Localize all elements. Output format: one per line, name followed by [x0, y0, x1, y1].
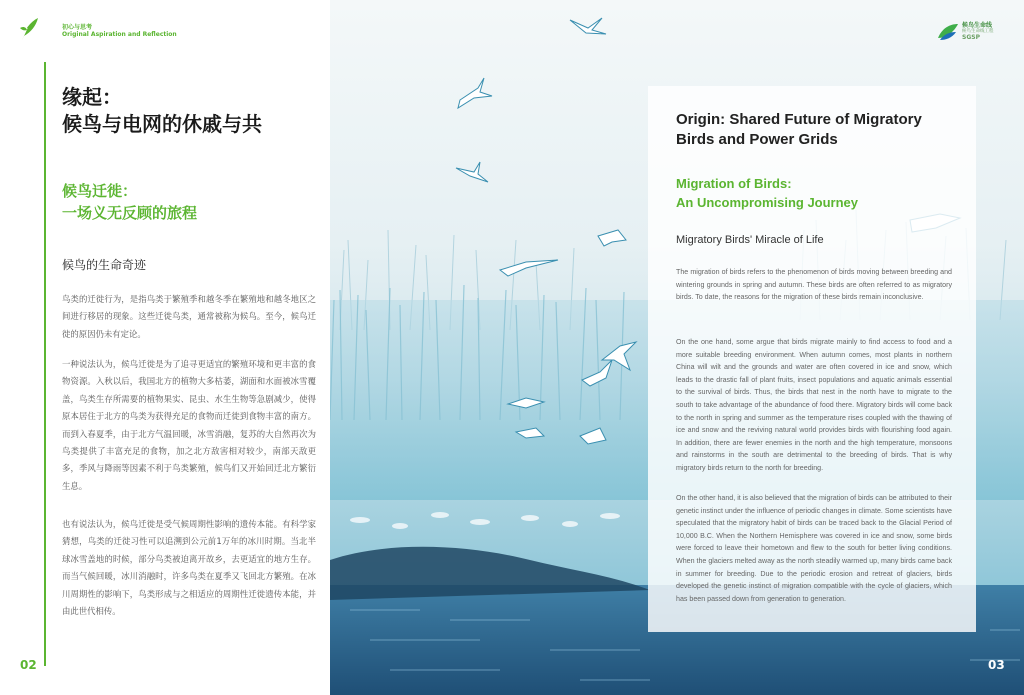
section-heading-en: Migratory Birds' Miracle of Life	[676, 234, 824, 246]
paragraph-en-3: On the other hand, it is also believed that the migration of birds can be attributed to their genetic instinct under the influence of periodic changes in climate. Some scientists have speculated that the migratory habit of birds can be traced back to the Glacial Period of 10,000 B.C. When the Northern Hemisphere was covered in ice and snow, some birds were forced to leave their hometown and flew to the south for better living conditions. When the glaciers melted away as the north steadily warmed up, many birds came back in summer for breeding. Due to the periodic erosion and retreat of glaciers, birds developed the genetic instinct of migration compatible with the cycle of glaciers, which has been passed down from generation to generation.	[676, 494, 952, 603]
green-divider-bar	[44, 62, 46, 666]
title-line-1: 缘起：	[62, 85, 122, 109]
paragraph-cn-1: 鸟类的迁徙行为，是指鸟类于繁殖季和越冬季在繁殖地和越冬地区之间进行移居的现象。这些迁徙鸟类，通常被称为候鸟。至今，候鸟迁徙的原因仍未有定论。	[62, 294, 316, 339]
left-page	[0, 0, 330, 695]
subtitle-line-2: 一场义无反顾的旅程	[62, 204, 198, 222]
page-title-en: Origin: Shared Future of Migratory Birds and Power Grids	[676, 111, 922, 148]
leaf-logo-icon	[936, 18, 960, 42]
subtitle-line-1: 候鸟迁徙：	[62, 182, 138, 200]
subtitle-en-line-2: An Uncompromising Journey	[676, 195, 859, 210]
subtitle-en	[676, 174, 954, 212]
logo-subtitle: 候鸟生命线工程	[962, 29, 994, 34]
logo-name: 候鸟生命线	[962, 22, 993, 29]
paragraph-en-1: The migration of birds refers to the phenomenon of birds moving between breeding and wintering grounds in spring and autumn. These birds are often referred to as migratory birds. To date, the reasons for the migration of these birds remain inconclusive.	[676, 268, 952, 302]
page-title-cn	[62, 84, 322, 138]
leaf-logo-icon	[18, 16, 40, 42]
paragraph-cn-2: 一种说法认为，候鸟迁徙是为了追寻更适宜的繁殖环境和更丰富的食物资源。入秋以后，我国北方的植物大多枯萎，湖面和水面被冰雪覆盖，鸟类生存所需要的植物果实、昆虫、水生生物等急剧减少，使得原本居住于北方的鸟类为获得充足的食物而迁徙到食物丰富的南方。而到入春夏季，由于北方气温回暖，冰雪消融，复苏的大自然再次为鸟类提供了丰富充足的食物，加之北方敌害相对较少，南部天敌更多，季风与降雨等因素不利于鸟类繁殖，候鸟们又开始回迁北方繁衍生息。	[62, 359, 316, 491]
subtitle-en-line-1: Migration of Birds:	[676, 176, 792, 191]
page-number-right: 03	[988, 658, 1005, 672]
paragraph-cn-3: 也有说法认为，候鸟迁徙是受气候周期性影响的遗传本能。有科学家猜想，鸟类的迁徙习性可以追溯到公元前1万年的冰川时期。当北半球冰雪盖地的时候，部分鸟类被迫离开故乡，去更适宜的地方生存。而当气候回暖，冰川消融时，许多鸟类在夏季又飞回北方繁殖。在冰川周期性的影响下，鸟类形成与之相适应的周期性迁徙遗传本能，并由此世代相传。	[62, 519, 316, 617]
paragraph-en-2: On the one hand, some argue that birds migrate mainly to find access to food and a more suitable breeding environment. When autumn comes, most plants in northern China will wilt and the grounds and water are often covered in ice and snow, which leads to the drastic fall of plant fruits, insect populations and aquatic animals essential to the survival of birds. Thus, the birds that nest in the north have to migrate to the south to take advantage of the abundance of food there. Migratory birds will come back to the north in spring and summer as the temperature rises coupled with the thawing of ice and snow and the reviving natural world provides birds with flourishing food again. In addition, there are fewer enemies in the north and the high temperature, monsoons and rainstorms in the south are detrimental to the breeding of birds. That is why migratory birds return to the north for breeding.	[676, 338, 952, 472]
subtitle-cn	[62, 180, 322, 224]
right-page	[330, 0, 1024, 695]
brand-logo	[936, 18, 1006, 44]
section-heading-cn: 候鸟的生命奇迹	[62, 258, 147, 272]
page-number-left: 02	[20, 658, 37, 672]
section-label-en: Original Aspiration and Reflection	[62, 31, 177, 38]
logo-abbreviation: SGSP	[962, 34, 980, 41]
title-line-2: 候鸟与电网的休戚与共	[62, 112, 262, 136]
text-panel	[648, 86, 976, 632]
section-label-cn: 初心与思考	[62, 24, 93, 31]
